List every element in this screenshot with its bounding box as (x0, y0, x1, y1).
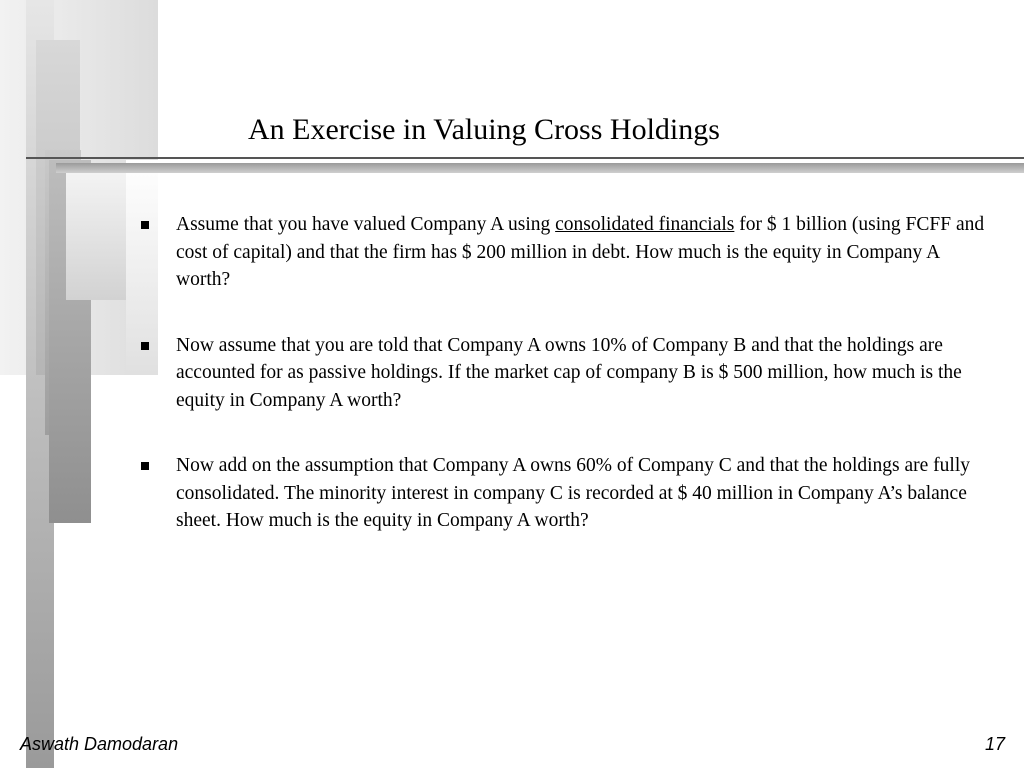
bullet-text: Assume that you have valued Company A using consolidated financials for $ 1 billion (using FCFF and cost of capital) and that the firm has $ 200 million in debt. How much is the equity in Company A worth? (176, 214, 985, 290)
slide-title: An Exercise in Valuing Cross Holdings (248, 113, 720, 146)
square-bullet-icon (141, 462, 149, 470)
square-bullet-icon (141, 221, 149, 229)
decor-block (66, 170, 126, 300)
bullet-item (140, 332, 990, 415)
bullet-text: Now add on the assumption that Company A owns 60% of Company C and that the holdings are fully consolidated. The minority interest in company C is recorded at $ 40 million in Company A’s balance sheet. How much is the equity in Company A worth? (176, 455, 970, 531)
bullet-text: Now assume that you are told that Company A owns 10% of Company B and that the holdings are accounted for as passive holdings. If the market cap of company B is $ 500 million, how much is the equity in Company A worth? (176, 334, 962, 411)
bullet-item (140, 211, 990, 294)
underlined-term: consolidated financials (555, 214, 735, 235)
title-divider-thin (26, 157, 1024, 159)
footer-author: Aswath Damodaran (20, 734, 179, 754)
square-bullet-icon (141, 342, 149, 350)
title-divider-thick (56, 163, 1024, 173)
page-number: 17 (984, 734, 1005, 754)
bullet-item (140, 452, 990, 535)
bullet-list (140, 211, 990, 573)
